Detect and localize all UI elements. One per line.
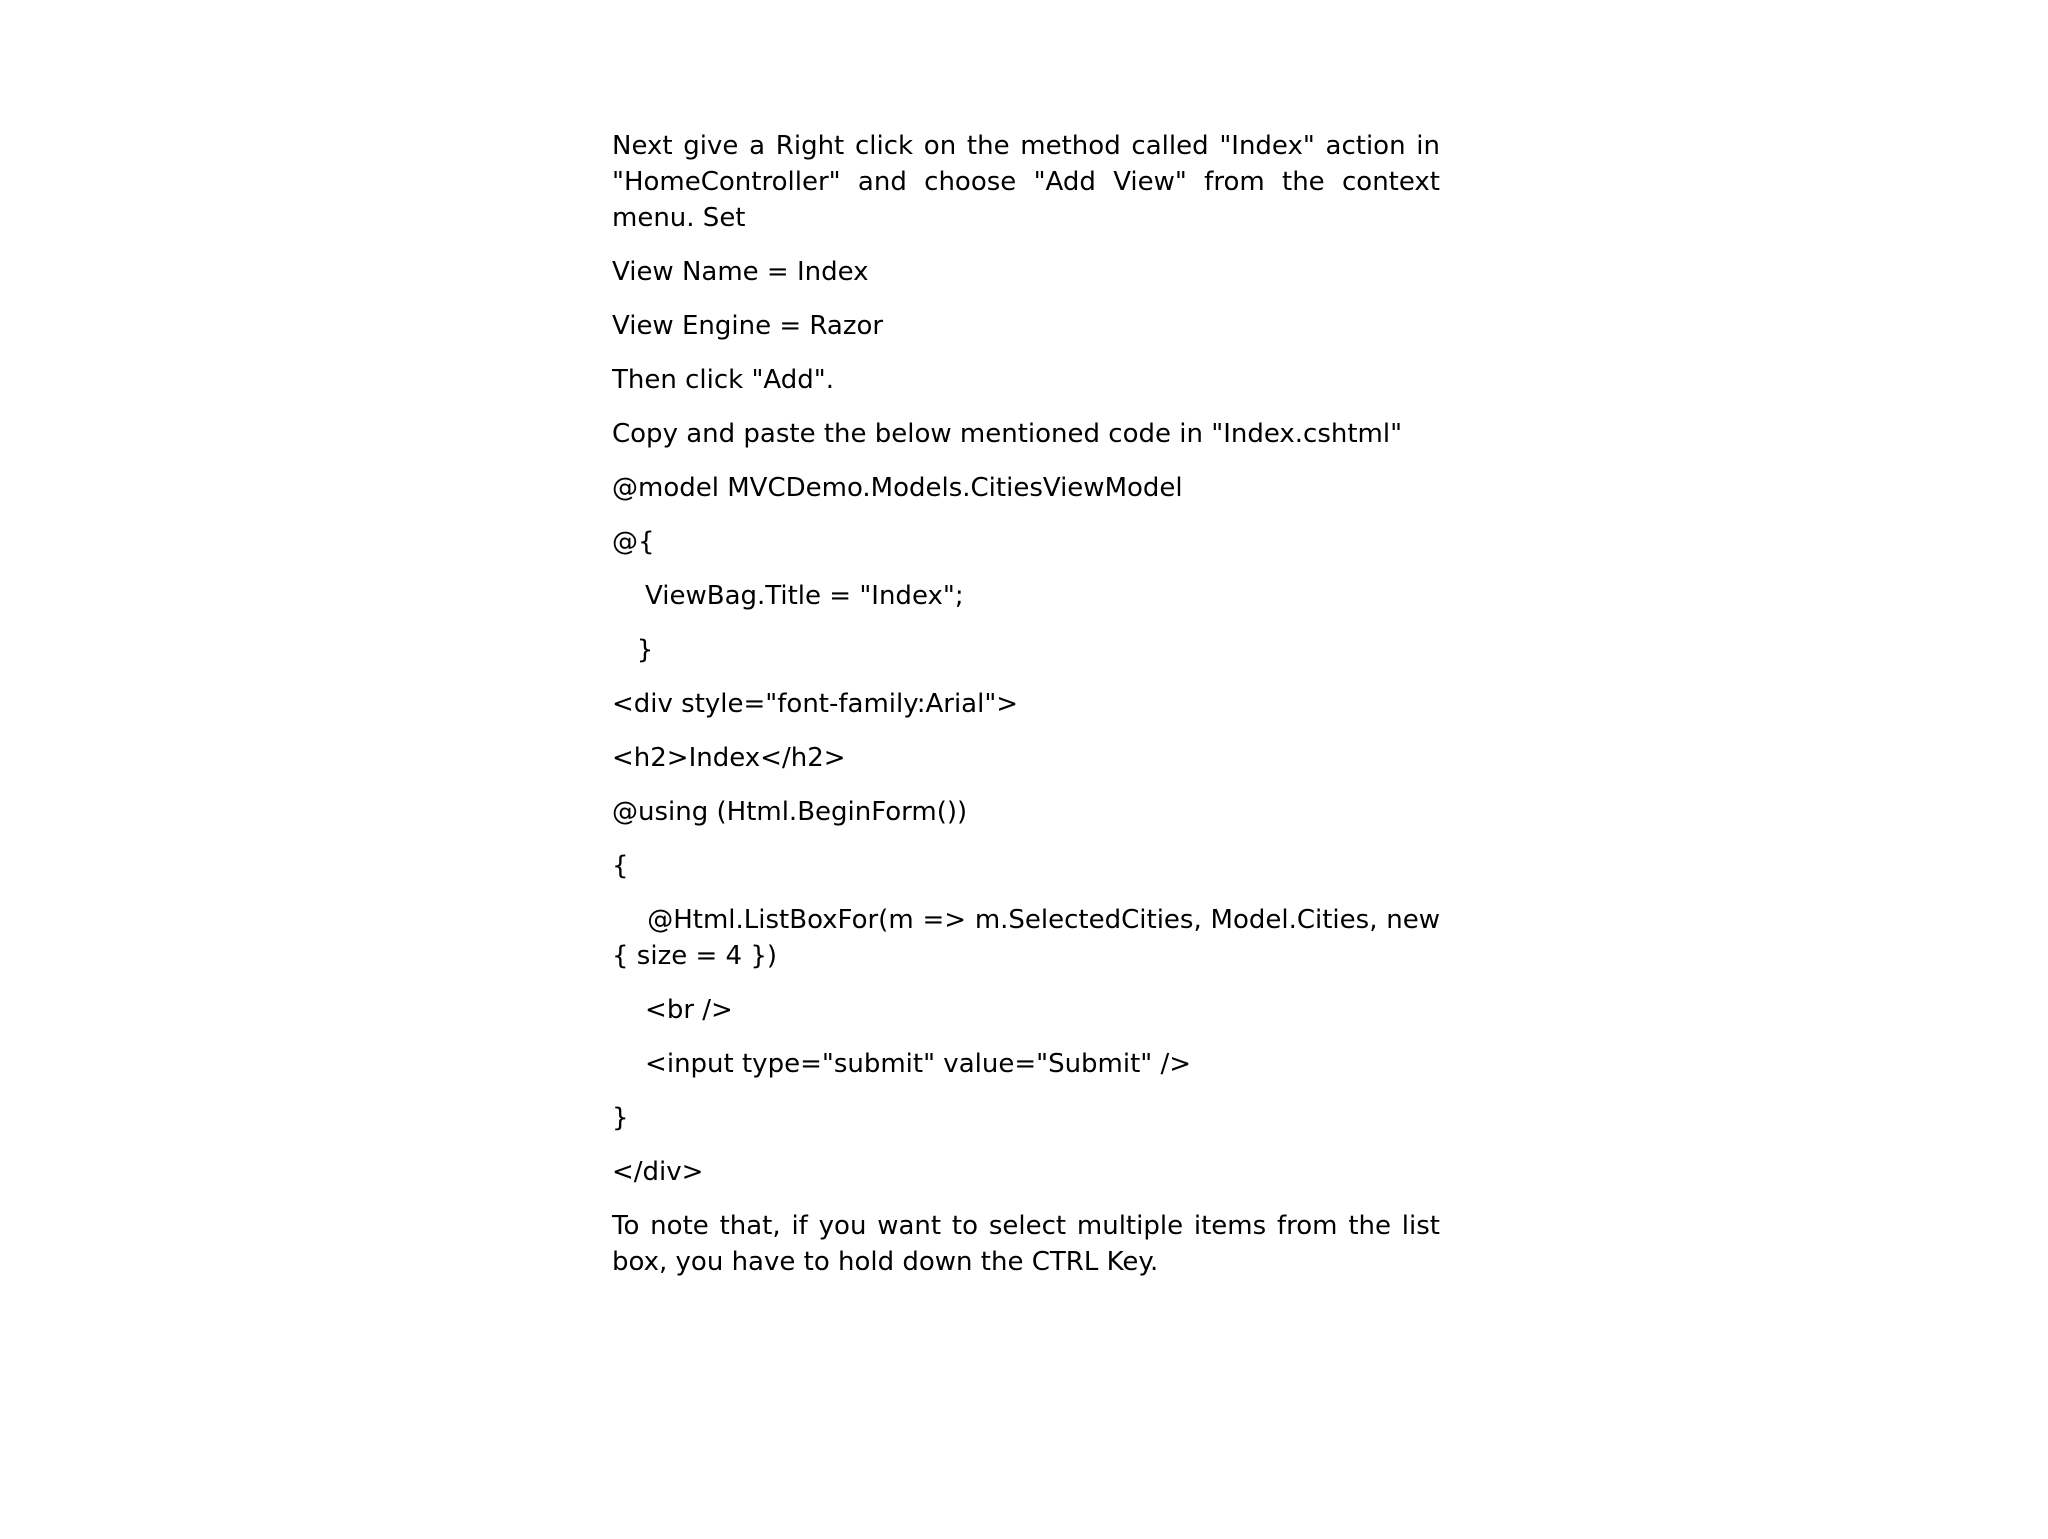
document-body [612, 128, 1449, 1298]
click-add-line: Then click "Add". [612, 365, 834, 395]
code-line-div-close: </div> [612, 1157, 704, 1187]
code-line-listbox: @Html.ListBoxFor(m => m.SelectedCities, Model.Cities, new { size = 4 }) [612, 905, 1449, 971]
instruction-paragraph: Next give a Right click on the method called "Index" action in "HomeController" and choose "Add View" from the context menu. Set [612, 131, 1440, 233]
code-line-razor-close: } [612, 635, 654, 665]
view-name-line: View Name = Index [612, 257, 869, 287]
code-line-input: <input type="submit" value="Submit" /> [612, 1049, 1192, 1079]
copy-paste-line: Copy and paste the below mentioned code in "Index.cshtml" [612, 419, 1403, 449]
code-line-using: @using (Html.BeginForm()) [612, 797, 968, 827]
code-line-h2: <h2>Index</h2> [612, 743, 846, 773]
view-engine-line: View Engine = Razor [612, 311, 884, 341]
note-paragraph: To note that, if you want to select multiple items from the list box, you have to hold down the CTRL Key. [612, 1211, 1440, 1277]
code-line-brace-open: { [612, 851, 629, 881]
code-line-br: <br /> [612, 995, 733, 1025]
code-line-viewbag: ViewBag.Title = "Index"; [612, 581, 964, 611]
code-line-brace-close: } [612, 1103, 629, 1133]
code-line-razor-open: @{ [612, 527, 655, 557]
code-line-model: @model MVCDemo.Models.CitiesViewModel [612, 473, 1183, 503]
code-line-div-open: <div style="font-family:Arial"> [612, 689, 1019, 719]
